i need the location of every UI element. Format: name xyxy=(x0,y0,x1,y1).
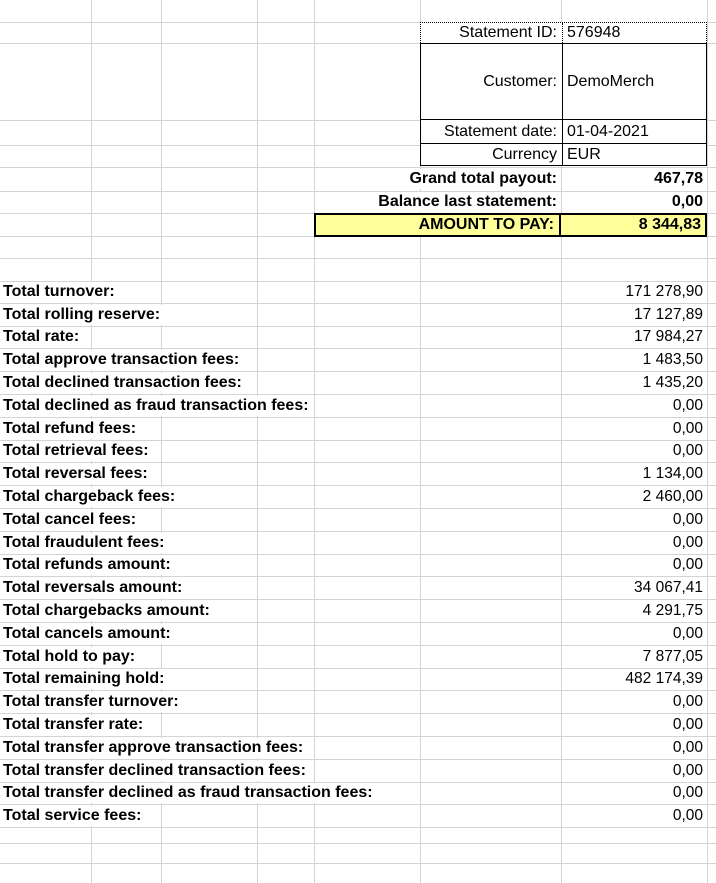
total-value[interactable]: 4 291,75 xyxy=(642,602,703,620)
total-label: Total reversal fees: xyxy=(0,464,151,484)
grand-total-payout-value[interactable]: 467,78 xyxy=(654,170,703,187)
table-row-total-cancel-fees xyxy=(0,509,716,532)
total-value[interactable]: 171 278,90 xyxy=(625,282,703,300)
total-value[interactable]: 0,00 xyxy=(672,556,703,574)
total-value[interactable]: 17 984,27 xyxy=(634,328,703,346)
empty-row xyxy=(0,844,716,864)
total-value[interactable]: 0,00 xyxy=(672,716,703,734)
total-label: Total chargebacks amount: xyxy=(0,601,213,621)
table-row-total-turnover xyxy=(0,281,716,304)
total-label: Total cancel fees: xyxy=(0,510,139,530)
total-value[interactable]: 0,00 xyxy=(672,693,703,711)
grand-total-payout-label: Grand total payout: xyxy=(406,169,560,189)
total-label: Total rolling reserve: xyxy=(0,305,163,325)
table-row-total-reversals-amount xyxy=(0,577,716,600)
grand-total-payout-row xyxy=(0,167,716,191)
total-label: Total service fees: xyxy=(0,806,144,826)
total-label: Total transfer declined transaction fees: xyxy=(0,761,309,781)
total-value[interactable]: 0,00 xyxy=(672,533,703,551)
table-row-total-declined-fraud-fees xyxy=(0,395,716,418)
table-row-total-reversal-fees xyxy=(0,463,716,486)
statement-date-row xyxy=(420,119,707,144)
total-label: Total declined transaction fees: xyxy=(0,373,245,393)
table-row-total-rolling-reserve xyxy=(0,304,716,327)
currency-cell[interactable]: EUR xyxy=(567,145,601,163)
total-label: Total transfer approve transaction fees: xyxy=(0,738,306,758)
total-label: Total refund fees: xyxy=(0,419,139,439)
total-label: Total fraudulent fees: xyxy=(0,533,168,553)
total-label: Total reversals amount: xyxy=(0,578,185,598)
total-value[interactable]: 34 067,41 xyxy=(634,579,703,597)
table-row-total-chargeback-fees xyxy=(0,486,716,509)
total-value[interactable]: 17 127,89 xyxy=(634,305,703,323)
total-value[interactable]: 2 460,00 xyxy=(642,488,703,506)
statement-date-label: Statement date: xyxy=(421,120,563,143)
table-row-total-transfer-rate xyxy=(0,714,716,737)
total-label: Total refunds amount: xyxy=(0,555,174,575)
total-label: Total remaining hold: xyxy=(0,669,167,689)
table-row-total-service-fees xyxy=(0,805,716,828)
total-value[interactable]: 7 877,05 xyxy=(642,647,703,665)
table-row-total-remaining-hold xyxy=(0,669,716,692)
table-row-total-transfer-turnover xyxy=(0,691,716,714)
table-row-total-transfer-approve-fees xyxy=(0,737,716,760)
table-row-total-cancels-amount xyxy=(0,623,716,646)
table-row-total-fraudulent-fees xyxy=(0,532,716,555)
total-value[interactable]: 0,00 xyxy=(672,807,703,825)
total-label: Total hold to pay: xyxy=(0,647,138,667)
total-value[interactable]: 1 435,20 xyxy=(642,374,703,392)
total-label: Total turnover: xyxy=(0,282,118,302)
table-row-total-approve-fees xyxy=(0,349,716,372)
total-label: Total transfer declined as fraud transaction fees: xyxy=(0,783,376,803)
total-label: Total transfer rate: xyxy=(0,715,146,735)
total-label: Total approve transaction fees: xyxy=(0,350,242,370)
amount-to-pay-bar xyxy=(314,213,707,237)
table-row-total-rate xyxy=(0,327,716,350)
table-row-total-transfer-declined-fees xyxy=(0,760,716,783)
total-label: Total declined as fraud transaction fees: xyxy=(0,396,312,416)
total-value[interactable]: 0,00 xyxy=(672,624,703,642)
total-value[interactable]: 482 174,39 xyxy=(625,670,703,688)
total-value[interactable]: 0,00 xyxy=(672,396,703,414)
currency-label: Currency xyxy=(421,144,563,165)
statement-info-box xyxy=(420,22,707,166)
total-value[interactable]: 1 134,00 xyxy=(642,465,703,483)
total-label: Total transfer turnover: xyxy=(0,692,182,712)
total-value[interactable]: 0,00 xyxy=(672,419,703,437)
total-label: Total cancels amount: xyxy=(0,624,174,644)
total-value[interactable]: 0,00 xyxy=(672,442,703,460)
table-row-total-chargebacks-amount xyxy=(0,600,716,623)
total-value[interactable]: 0,00 xyxy=(672,761,703,779)
total-value[interactable]: 0,00 xyxy=(672,738,703,756)
gridline-horizontal xyxy=(0,258,716,259)
total-label: Total rate: xyxy=(0,327,82,347)
statement-id-label: Statement ID: xyxy=(421,23,563,43)
amount-to-pay-label: AMOUNT TO PAY: xyxy=(316,215,561,235)
total-value[interactable]: 0,00 xyxy=(672,510,703,528)
total-label: Total retrieval fees: xyxy=(0,441,152,461)
amount-to-pay-value[interactable]: 8 344,83 xyxy=(638,216,701,233)
customer-label: Customer: xyxy=(421,44,563,119)
total-label: Total chargeback fees: xyxy=(0,487,178,507)
currency-row xyxy=(420,143,707,166)
table-row-total-refunds-amount xyxy=(0,555,716,578)
table-row-total-retrieval-fees xyxy=(0,441,716,464)
statement-date-cell[interactable]: 01-04-2021 xyxy=(567,122,649,140)
total-value[interactable]: 0,00 xyxy=(672,784,703,802)
customer-cell[interactable]: DemoMerch xyxy=(567,72,655,90)
table-row-total-hold-to-pay xyxy=(0,646,716,669)
customer-row xyxy=(420,43,707,120)
statement-id-cell[interactable]: 576948 xyxy=(567,24,621,41)
balance-last-statement-value[interactable]: 0,00 xyxy=(671,193,703,210)
table-row-total-transfer-declined-fraud-fees xyxy=(0,783,716,806)
totals-table xyxy=(0,281,716,864)
empty-row xyxy=(0,828,716,844)
statement-id-row xyxy=(420,22,707,43)
balance-last-statement-label: Balance last statement: xyxy=(375,192,560,212)
balance-last-statement-row xyxy=(0,191,716,213)
table-row-total-declined-fees xyxy=(0,372,716,395)
table-row-total-refund-fees xyxy=(0,418,716,441)
total-value[interactable]: 1 483,50 xyxy=(642,351,703,369)
